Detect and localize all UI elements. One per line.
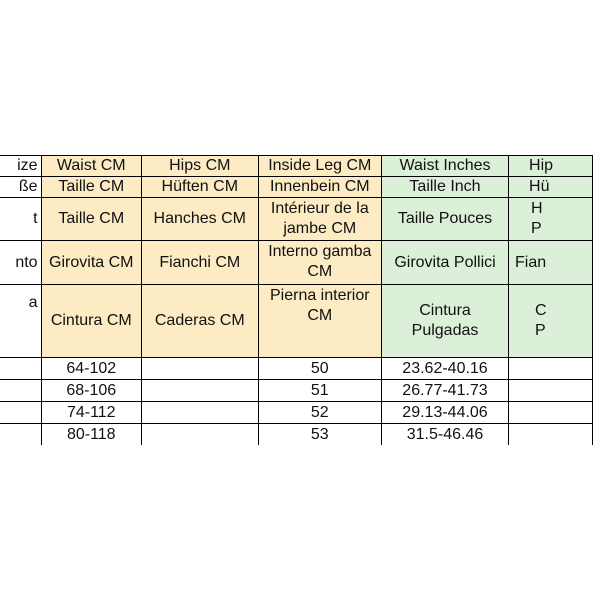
header-huften-cm: Hüften CM <box>141 177 258 198</box>
header-caderas-pulgadas: C P <box>509 285 593 358</box>
header-taille-cm-fr: Taille CM <box>41 198 141 241</box>
row-label-talla: a <box>0 285 41 358</box>
table-row <box>0 358 593 380</box>
waist-inches-cell: 26.77-41.73 <box>381 380 508 402</box>
header-girovita-cm: Girovita CM <box>41 241 141 285</box>
header-hanches-cm: Hanches CM <box>141 198 258 241</box>
header-fianchi-cm: Fianchi CM <box>141 241 258 285</box>
header-row-english <box>0 156 593 177</box>
header-caderas-cm: Caderas CM <box>141 285 258 358</box>
header-taille-pouces: Taille Pouces <box>381 198 508 241</box>
row-label-size: ize <box>0 156 41 177</box>
waist-cm-cell: 64-102 <box>41 358 141 380</box>
header-row-german <box>0 177 593 198</box>
size-cell <box>0 380 41 402</box>
waist-cm-cell: 80-118 <box>41 424 141 446</box>
header-pierna-interior-cm: Pierna interior CM <box>258 285 381 358</box>
header-cintura-pulgadas: Cintura Pulgadas <box>381 285 508 358</box>
hips-cm-cell <box>141 358 258 380</box>
table-row <box>0 380 593 402</box>
header-cintura-cm: Cintura CM <box>41 285 141 358</box>
size-table-grid <box>0 155 593 445</box>
row-label-taille: t <box>0 198 41 241</box>
header-fianchi-pollici: Fian <box>509 241 593 285</box>
waist-cm-cell: 68-106 <box>41 380 141 402</box>
header-hips-cm: Hips CM <box>141 156 258 177</box>
hips-cm-cell <box>141 402 258 424</box>
table-row <box>0 402 593 424</box>
waist-cm-cell: 74-112 <box>41 402 141 424</box>
hips-inches-cell <box>509 424 593 446</box>
inside-leg-cm-cell: 52 <box>258 402 381 424</box>
header-taille-cm-de: Taille CM <box>41 177 141 198</box>
size-chart-table <box>0 155 600 445</box>
waist-inches-cell: 31.5-46.46 <box>381 424 508 446</box>
hips-cm-cell <box>141 380 258 402</box>
header-waist-inches: Waist Inches <box>381 156 508 177</box>
row-label-taglia-fondamento: nto <box>0 241 41 285</box>
inside-leg-cm-cell: 50 <box>258 358 381 380</box>
waist-inches-cell: 23.62-40.16 <box>381 358 508 380</box>
header-interno-gamba-cm: Interno gamba CM <box>258 241 381 285</box>
size-cell <box>0 402 41 424</box>
inside-leg-cm-cell: 51 <box>258 380 381 402</box>
waist-inches-cell: 29.13-44.06 <box>381 402 508 424</box>
table-row <box>0 424 593 446</box>
header-interieur-jambe-cm: Intérieur de la jambe CM <box>258 198 381 241</box>
hips-inches-cell <box>509 358 593 380</box>
header-hips-inches: Hip <box>509 156 593 177</box>
header-row-french <box>0 198 593 241</box>
header-huften-inch: Hü <box>509 177 593 198</box>
header-innenbein-cm: Innenbein CM <box>258 177 381 198</box>
inside-leg-cm-cell: 53 <box>258 424 381 446</box>
header-inside-leg-cm: Inside Leg CM <box>258 156 381 177</box>
size-cell <box>0 424 41 446</box>
header-taille-inch: Taille Inch <box>381 177 508 198</box>
hips-inches-cell <box>509 402 593 424</box>
header-girovita-pollici: Girovita Pollici <box>381 241 508 285</box>
header-row-italian <box>0 241 593 285</box>
hips-cm-cell <box>141 424 258 446</box>
row-label-grosse: ße <box>0 177 41 198</box>
header-waist-cm: Waist CM <box>41 156 141 177</box>
header-row-spanish <box>0 285 593 358</box>
hips-inches-cell <box>509 380 593 402</box>
size-cell <box>0 358 41 380</box>
header-hanches-pouces: H P <box>509 198 593 241</box>
